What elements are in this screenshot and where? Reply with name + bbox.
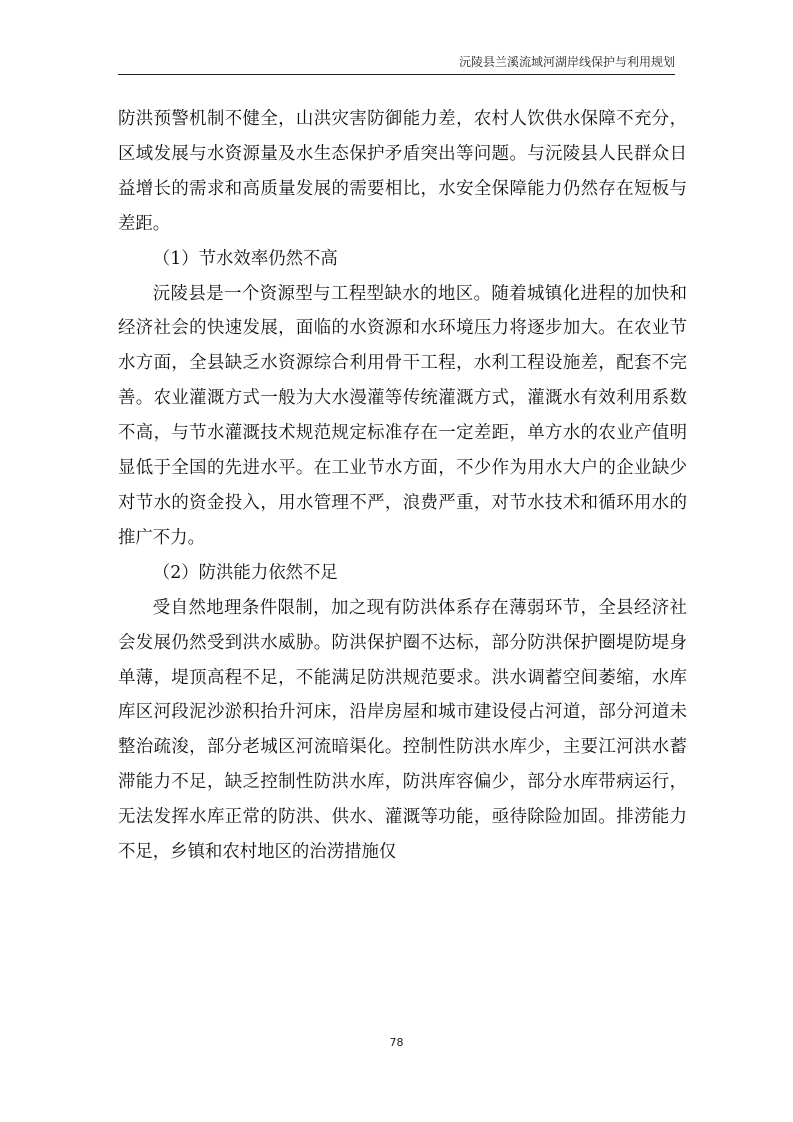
page-header [118, 50, 675, 75]
paragraph-flood-control: 受自然地理条件限制，加之现有防洪体系存在薄弱环节，全县经济社会发展仍然受到洪水威胁。防洪保护圈不达标，部分防洪保护圈堤防堤身单薄，堤顶高程不足，不能满足防洪规范要求。洪水调蓄空间萎缩，水库库区河段泥沙淤积抬升河床，沿岸房屋和城市建设侵占河道，部分河道未整治疏浚，部分老城区河流暗渠化。控制性防洪水库少，主要江河洪水蓄滞能力不足，缺乏控制性防洪水库，防洪库容偏少，部分水库带病运行，无法发挥水库正常的防洪、供水、灌溉等功能，亟待除险加固。排涝能力不足，乡镇和农村地区的治涝措施仅 [118, 597, 687, 863]
section-heading-water-efficiency: （1）节水效率仍然不高 [152, 248, 338, 269]
page-number: 78 [389, 1036, 404, 1049]
paragraph-continuation: 防洪预警机制不健全，山洪灾害防御能力差，农村人饮供水保障不充分，区域发展与水资源量及水生态保护矛盾突出等问题。与沅陵县人民群众日益增长的需求和高质量发展的需要相比，水安全保障能力仍然存在短板与差距。 [118, 109, 687, 234]
section-heading-flood-control: （2）防洪能力依然不足 [152, 562, 338, 583]
header-title: 沅陵县兰溪流域河湖岸线保护与利用规划 [458, 55, 675, 69]
paragraph-water-efficiency: 沅陵县是一个资源型与工程型缺水的地区。随着城镇化进程的加快和经济社会的快速发展，面临的水资源和水环境压力将逐步加大。在农业节水方面，全县缺乏水资源综合利用骨干工程，水利工程设施差，配套不完善。农业灌溉方式一般为大水漫灌等传统灌溉方式，灌溉水有效利用系数不高，与节水灌溉技术规范规定标准存在一定差距，单方水的农业产值明显低于全国的先进水平。在工业节水方面，不少作为用水大户的企业缺少对节水的资金投入，用水管理不严，浪费严重，对节水技术和循环用水的推广不力。 [118, 283, 687, 548]
document-body [118, 102, 687, 870]
